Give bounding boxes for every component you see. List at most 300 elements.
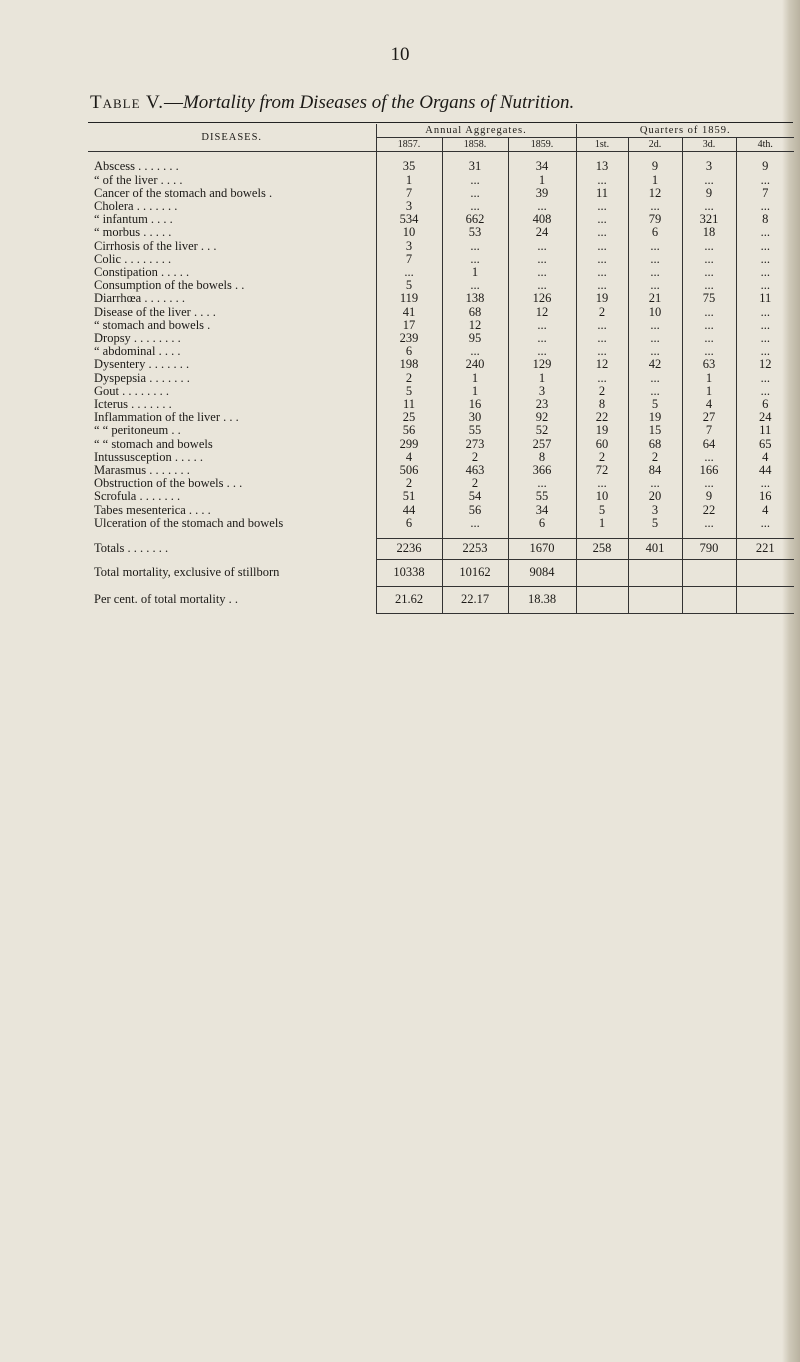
cell-value: ... xyxy=(682,517,736,530)
cell-value: ... xyxy=(682,477,736,490)
row-label: Colic . . . . . . . . xyxy=(94,252,172,266)
table-body xyxy=(88,152,794,530)
cell-value: ... xyxy=(682,253,736,266)
cell-value: ... xyxy=(508,200,576,213)
cell-value: ... xyxy=(736,253,794,266)
cell-value: 6 xyxy=(376,345,442,358)
cell-value: ... xyxy=(682,319,736,332)
cell-value: ... xyxy=(628,266,682,279)
cell-value: 24 xyxy=(508,226,576,239)
table-row xyxy=(88,451,794,464)
cell-value: 11 xyxy=(736,292,794,305)
cell-value: ... xyxy=(442,240,508,253)
table-row xyxy=(88,160,794,173)
quarter-header: 2d. xyxy=(628,138,682,152)
row-label: “ morbus . . . . . xyxy=(94,226,172,240)
row-label: Per cent. of total mortality . . xyxy=(94,592,239,607)
table-row xyxy=(88,398,794,411)
row-label: Cirrhosis of the liver . . . xyxy=(94,239,217,253)
cell-value: 17 xyxy=(376,319,442,332)
cell-value: ... xyxy=(442,174,508,187)
empty-cell xyxy=(682,560,736,587)
cell-value: ... xyxy=(628,345,682,358)
cell-value: 6 xyxy=(628,226,682,239)
cell-value: 44 xyxy=(736,464,794,477)
empty-cell xyxy=(736,587,794,614)
cell-value: 257 xyxy=(508,438,576,451)
cell-value: ... xyxy=(576,213,628,226)
cell-value: ... xyxy=(628,253,682,266)
diseases-header: DISEASES. xyxy=(88,124,376,152)
cell-value: 221 xyxy=(736,539,794,560)
cell-value: 10 xyxy=(628,306,682,319)
cell-value: ... xyxy=(576,266,628,279)
cell-value: 16 xyxy=(736,490,794,503)
row-label: Icterus . . . . . . . xyxy=(94,398,172,412)
cell-value: 52 xyxy=(508,424,576,437)
row-label: Tabes mesenterica . . . . xyxy=(94,503,211,517)
cell-value: 198 xyxy=(376,358,442,371)
cell-value: 4 xyxy=(736,451,794,464)
cell-value: 12 xyxy=(442,319,508,332)
cell-value: 18 xyxy=(682,226,736,239)
cell-value: ... xyxy=(628,385,682,398)
cell-value: ... xyxy=(508,266,576,279)
cell-value: 68 xyxy=(628,438,682,451)
cell-value: ... xyxy=(736,385,794,398)
cell-value: 34 xyxy=(508,504,576,517)
cell-value: ... xyxy=(576,372,628,385)
cell-value: ... xyxy=(736,332,794,345)
cell-value: 56 xyxy=(442,504,508,517)
cell-value: 7 xyxy=(376,253,442,266)
cell-value: 321 xyxy=(682,213,736,226)
cell-value: 72 xyxy=(576,464,628,477)
cell-value: ... xyxy=(628,200,682,213)
cell-value: ... xyxy=(442,187,508,200)
cell-value: 23 xyxy=(508,398,576,411)
cell-value: 60 xyxy=(576,438,628,451)
row-label: Obstruction of the bowels . . . xyxy=(94,477,243,491)
empty-cell xyxy=(628,560,682,587)
cell-value: 11 xyxy=(376,398,442,411)
cell-value: 1 xyxy=(576,517,628,530)
row-label: Ulceration of the stomach and bowels xyxy=(94,516,284,530)
cell-value: 401 xyxy=(628,539,682,560)
title-dash: — xyxy=(163,92,183,113)
cell-value: 68 xyxy=(442,306,508,319)
row-label: Dysentery . . . . . . . xyxy=(94,358,190,372)
cell-value: 5 xyxy=(576,504,628,517)
cell-value: 51 xyxy=(376,490,442,503)
cell-value: 506 xyxy=(376,464,442,477)
cell-value: ... xyxy=(442,279,508,292)
cell-value: 2 xyxy=(442,477,508,490)
cell-value: 5 xyxy=(628,517,682,530)
table-row xyxy=(88,477,794,490)
cell-value: 5 xyxy=(628,398,682,411)
cell-value: 138 xyxy=(442,292,508,305)
table-row xyxy=(88,253,794,266)
cell-value: ... xyxy=(576,174,628,187)
cell-value: 3 xyxy=(508,385,576,398)
cell-value: 41 xyxy=(376,306,442,319)
cell-value: 7 xyxy=(736,187,794,200)
cell-value: ... xyxy=(628,240,682,253)
cell-value: ... xyxy=(576,319,628,332)
cell-value: 13 xyxy=(576,160,628,173)
cell-value: 8 xyxy=(576,398,628,411)
page-number: 10 xyxy=(390,44,410,65)
cell-value: 39 xyxy=(508,187,576,200)
cell-value: 7 xyxy=(682,424,736,437)
cell-value: 2 xyxy=(442,451,508,464)
cell-value: 79 xyxy=(628,213,682,226)
row-label: Inflammation of the liver . . . xyxy=(94,411,239,425)
cell-value: 1 xyxy=(442,266,508,279)
cell-value: ... xyxy=(628,319,682,332)
table-row xyxy=(88,174,794,187)
cell-value: 273 xyxy=(442,438,508,451)
cell-value: ... xyxy=(736,200,794,213)
cell-value: ... xyxy=(576,345,628,358)
cell-value: 19 xyxy=(628,411,682,424)
cell-value: ... xyxy=(442,200,508,213)
table-row xyxy=(88,240,794,253)
totals-row xyxy=(88,539,794,560)
cell-value: 95 xyxy=(442,332,508,345)
cell-value: 239 xyxy=(376,332,442,345)
table-row xyxy=(88,517,794,530)
table-row xyxy=(88,319,794,332)
cell-value: ... xyxy=(628,477,682,490)
table-row xyxy=(88,213,794,226)
cell-value: 9 xyxy=(682,187,736,200)
cell-value: 20 xyxy=(628,490,682,503)
cell-value: ... xyxy=(576,226,628,239)
cell-value: 65 xyxy=(736,438,794,451)
quarters-header: Quarters of 1859. xyxy=(576,124,794,138)
row-label: “ infantum . . . . xyxy=(94,213,173,227)
cell-value: 9 xyxy=(628,160,682,173)
table-row xyxy=(88,200,794,213)
cell-value: 24 xyxy=(736,411,794,424)
row-label: Diarrhœa . . . . . . . xyxy=(94,292,185,306)
cell-value: 2253 xyxy=(442,539,508,560)
cell-value: 1 xyxy=(508,372,576,385)
row-label: Cholera . . . . . . . xyxy=(94,200,178,214)
table-row xyxy=(88,332,794,345)
cell-value: 126 xyxy=(508,292,576,305)
cell-value: ... xyxy=(576,332,628,345)
cell-value: 258 xyxy=(576,539,628,560)
annual-aggregates-header: Annual Aggregates. xyxy=(376,124,576,138)
spacer-row xyxy=(88,530,794,539)
cell-value: ... xyxy=(682,240,736,253)
cell-value: 35 xyxy=(376,160,442,173)
table-row xyxy=(88,306,794,319)
cell-value: 44 xyxy=(376,504,442,517)
cell-value: 21 xyxy=(628,292,682,305)
spacer-row xyxy=(88,152,794,161)
year-header: 1857. xyxy=(376,138,442,152)
cell-value: 6 xyxy=(736,398,794,411)
cell-value: 6 xyxy=(508,517,576,530)
row-label: Consumption of the bowels . . xyxy=(94,279,245,293)
cell-value: 3 xyxy=(376,200,442,213)
table-row xyxy=(88,266,794,279)
cell-value: ... xyxy=(736,240,794,253)
row-label: Constipation . . . . . xyxy=(94,266,190,280)
table-row xyxy=(88,358,794,371)
cell-value: ... xyxy=(736,517,794,530)
cell-value: 10338 xyxy=(376,560,442,587)
table-row xyxy=(88,372,794,385)
cell-value: ... xyxy=(376,266,442,279)
row-label: Scrofula . . . . . . . xyxy=(94,490,181,504)
cell-value: 4 xyxy=(682,398,736,411)
cell-value: ... xyxy=(576,200,628,213)
cell-value: 18.38 xyxy=(508,587,576,614)
table-row xyxy=(88,187,794,200)
row-label: Abscess . . . . . . . xyxy=(94,160,179,174)
table-row xyxy=(88,226,794,239)
cell-value: 22.17 xyxy=(442,587,508,614)
row-label: Totals . . . . . . . xyxy=(94,541,169,556)
cell-value: 2236 xyxy=(376,539,442,560)
cell-value: 3 xyxy=(682,160,736,173)
cell-value: 27 xyxy=(682,411,736,424)
cell-value: ... xyxy=(508,345,576,358)
cell-value: 53 xyxy=(442,226,508,239)
cell-value: ... xyxy=(736,174,794,187)
empty-cell xyxy=(682,587,736,614)
cell-value: 9084 xyxy=(508,560,576,587)
row-label: “ of the liver . . . . xyxy=(94,173,183,187)
cell-value: 12 xyxy=(576,358,628,371)
empty-cell xyxy=(736,560,794,587)
row-label: Gout . . . . . . . . xyxy=(94,384,169,398)
row-label: Intussusception . . . . . xyxy=(94,450,204,464)
row-label: “ “ stomach and bowels xyxy=(94,437,213,451)
cell-value: 2 xyxy=(376,372,442,385)
cell-value: 12 xyxy=(628,187,682,200)
cell-value: ... xyxy=(736,266,794,279)
row-label: Disease of the liver . . . . xyxy=(94,305,216,319)
cell-value: ... xyxy=(576,279,628,292)
cell-value: 1 xyxy=(628,174,682,187)
cell-value: 4 xyxy=(376,451,442,464)
empty-cell xyxy=(576,587,628,614)
row-label: Dyspepsia . . . . . . . xyxy=(94,371,190,385)
cell-value: 19 xyxy=(576,292,628,305)
mortality-table xyxy=(88,124,794,614)
cell-value: ... xyxy=(628,279,682,292)
table-row xyxy=(88,411,794,424)
cell-value: 408 xyxy=(508,213,576,226)
cell-value: ... xyxy=(736,477,794,490)
cell-value: ... xyxy=(736,319,794,332)
cell-value: ... xyxy=(736,279,794,292)
cell-value: 1 xyxy=(442,385,508,398)
cell-value: 8 xyxy=(736,213,794,226)
cell-value: 463 xyxy=(442,464,508,477)
quarter-header: 1st. xyxy=(576,138,628,152)
cell-value: ... xyxy=(736,345,794,358)
cell-value: 240 xyxy=(442,358,508,371)
cell-value: 2 xyxy=(576,451,628,464)
year-header: 1859. xyxy=(508,138,576,152)
table-row xyxy=(88,464,794,477)
cell-value: 1 xyxy=(508,174,576,187)
cell-value: ... xyxy=(576,477,628,490)
cell-value: 92 xyxy=(508,411,576,424)
cell-value: 6 xyxy=(376,517,442,530)
table-row xyxy=(88,345,794,358)
row-label: “ abdominal . . . . xyxy=(94,345,181,359)
cell-value: 10162 xyxy=(442,560,508,587)
cell-value: ... xyxy=(628,372,682,385)
cell-value: 2 xyxy=(376,477,442,490)
cell-value: ... xyxy=(628,332,682,345)
cell-value: 7 xyxy=(376,187,442,200)
cell-value: ... xyxy=(682,279,736,292)
cell-value: 22 xyxy=(682,504,736,517)
cell-value: ... xyxy=(442,253,508,266)
cell-value: 10 xyxy=(376,226,442,239)
cell-value: 56 xyxy=(376,424,442,437)
empty-cell xyxy=(628,587,682,614)
cell-value: ... xyxy=(442,517,508,530)
cell-value: ... xyxy=(682,306,736,319)
cell-value: ... xyxy=(736,372,794,385)
year-header: 1858. xyxy=(442,138,508,152)
cell-value: 2 xyxy=(576,306,628,319)
header-row-groups xyxy=(88,124,794,138)
table-row xyxy=(88,279,794,292)
cell-value: 119 xyxy=(376,292,442,305)
cell-value: ... xyxy=(508,279,576,292)
cell-value: 42 xyxy=(628,358,682,371)
cell-value: ... xyxy=(508,319,576,332)
cell-value: 299 xyxy=(376,438,442,451)
cell-value: ... xyxy=(442,345,508,358)
cell-value: 12 xyxy=(736,358,794,371)
cell-value: 19 xyxy=(576,424,628,437)
cell-value: 8 xyxy=(508,451,576,464)
table-row xyxy=(88,292,794,305)
row-label: “ stomach and bowels . xyxy=(94,318,211,332)
cell-value: 11 xyxy=(736,424,794,437)
row-label: Cancer of the stomach and bowels . xyxy=(94,186,273,200)
cell-value: ... xyxy=(508,253,576,266)
cell-value: 4 xyxy=(736,504,794,517)
cell-value: 366 xyxy=(508,464,576,477)
table-number: Table V. xyxy=(90,92,164,113)
cell-value: ... xyxy=(682,174,736,187)
cell-value: 5 xyxy=(376,385,442,398)
cell-value: 84 xyxy=(628,464,682,477)
table-row xyxy=(88,438,794,451)
cell-value: ... xyxy=(736,226,794,239)
percent-mortality-row xyxy=(88,587,794,614)
cell-value: 129 xyxy=(508,358,576,371)
cell-value: 55 xyxy=(508,490,576,503)
cell-value: 10 xyxy=(576,490,628,503)
cell-value: ... xyxy=(682,332,736,345)
cell-value: 3 xyxy=(628,504,682,517)
cell-value: 22 xyxy=(576,411,628,424)
table-row xyxy=(88,490,794,503)
cell-value: 1670 xyxy=(508,539,576,560)
cell-value: 12 xyxy=(508,306,576,319)
cell-value: ... xyxy=(682,451,736,464)
table-row xyxy=(88,504,794,517)
cell-value: 55 xyxy=(442,424,508,437)
cell-value: 3 xyxy=(376,240,442,253)
cell-value: 54 xyxy=(442,490,508,503)
cell-value: 21.62 xyxy=(376,587,442,614)
cell-value: 1 xyxy=(682,385,736,398)
row-label: Dropsy . . . . . . . . xyxy=(94,332,181,346)
cell-value: 1 xyxy=(442,372,508,385)
cell-value: 30 xyxy=(442,411,508,424)
cell-value: 25 xyxy=(376,411,442,424)
cell-value: 9 xyxy=(736,160,794,173)
quarter-header: 3d. xyxy=(682,138,736,152)
quarter-header: 4th. xyxy=(736,138,794,152)
cell-value: ... xyxy=(736,306,794,319)
row-label: “ “ peritoneum . . xyxy=(94,424,181,438)
table-top-rule xyxy=(88,122,793,123)
table-title xyxy=(90,92,770,114)
cell-value: 2 xyxy=(628,451,682,464)
cell-value: 534 xyxy=(376,213,442,226)
empty-cell xyxy=(576,560,628,587)
cell-value: 166 xyxy=(682,464,736,477)
table-row xyxy=(88,424,794,437)
cell-value: 11 xyxy=(576,187,628,200)
cell-value: 75 xyxy=(682,292,736,305)
cell-value: ... xyxy=(508,240,576,253)
cell-value: ... xyxy=(508,332,576,345)
cell-value: 16 xyxy=(442,398,508,411)
cell-value: ... xyxy=(576,240,628,253)
cell-value: 15 xyxy=(628,424,682,437)
total-mortality-row xyxy=(88,560,794,587)
cell-value: ... xyxy=(682,266,736,279)
cell-value: ... xyxy=(682,345,736,358)
row-label: Total mortality, exclusive of stillborn xyxy=(94,565,280,580)
cell-value: ... xyxy=(682,200,736,213)
cell-value: 1 xyxy=(682,372,736,385)
cell-value: 2 xyxy=(576,385,628,398)
cell-value: 1 xyxy=(376,174,442,187)
row-label: Marasmus . . . . . . . xyxy=(94,464,190,478)
cell-value: ... xyxy=(508,477,576,490)
cell-value: 662 xyxy=(442,213,508,226)
cell-value: ... xyxy=(576,253,628,266)
table-row xyxy=(88,385,794,398)
cell-value: 5 xyxy=(376,279,442,292)
cell-value: 31 xyxy=(442,160,508,173)
table-caption: Mortality from Diseases of the Organs of Nutrition. xyxy=(182,92,575,113)
cell-value: 64 xyxy=(682,438,736,451)
cell-value: 63 xyxy=(682,358,736,371)
cell-value: 790 xyxy=(682,539,736,560)
cell-value: 9 xyxy=(682,490,736,503)
cell-value: 34 xyxy=(508,160,576,173)
